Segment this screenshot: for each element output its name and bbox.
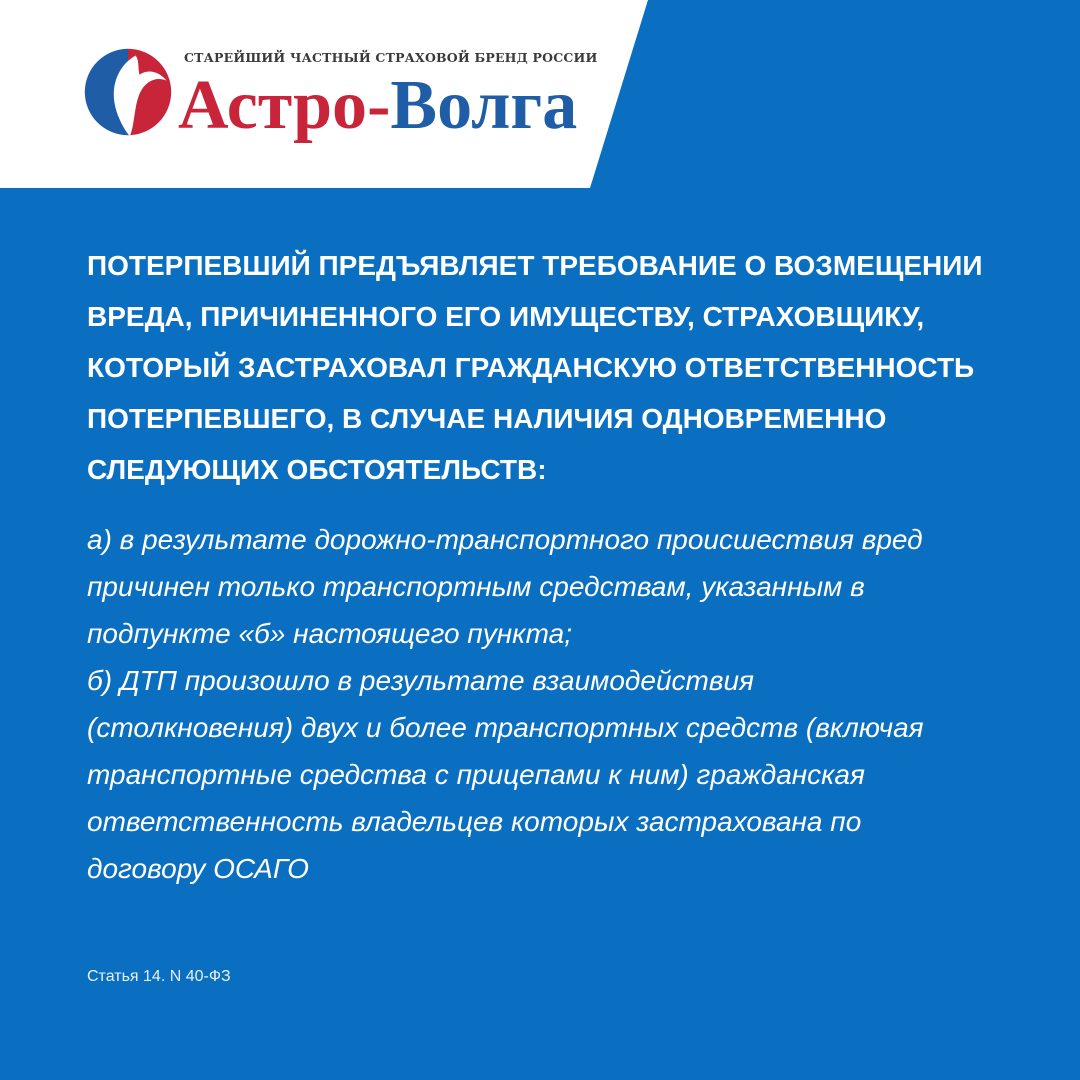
conditions-text: а) в результате дорожно-транспортного происшествия вред причинен только транспортным средствам, указанным в подпункте «б» настоящего пункта; б) ДТП произошло в результате взаимодействия (столкновения) двух и более транспортных средств (включая транспортные средства с прицепами к ним) гражданская ответственность владельцев которых застрахована по договору ОСАГО: [87, 524, 924, 884]
brand-name-part-astro: Астро: [178, 67, 368, 144]
brand-logo: [78, 40, 598, 150]
brand-name: [178, 66, 577, 146]
brand-name-hyphen: -: [367, 67, 391, 144]
main-heading: ПОТЕРПЕВШИЙ ПРЕДЪЯВЛЯЕТ ТРЕБОВАНИЕ О ВОЗМЕЩЕНИИ ВРЕДА, ПРИЧИНЕННОГО ЕГО ИМУЩЕСТВУ, СТРАХОВЩИКУ, КОТОРЫЙ ЗАСТРАХОВАЛ ГРАЖДАНСКУЮ ОТВЕТСТВЕННОСТЬ ПОТЕРПЕВШЕГО, В СЛУЧАЕ НАЛИЧИЯ ОДНОВРЕМЕННО СЛЕДУЮЩИХ ОБСТОЯТЕЛЬСТВ:: [87, 250, 983, 485]
source-citation: Статья 14. N 40-ФЗ: [87, 968, 231, 985]
brand-tagline: СТАРЕЙШИЙ ЧАСТНЫЙ СТРАХОВОЙ БРЕНД РОССИИ: [184, 50, 598, 65]
astro-volga-emblem-icon: [78, 44, 178, 140]
brand-name-part-volga: Волга: [390, 67, 578, 144]
